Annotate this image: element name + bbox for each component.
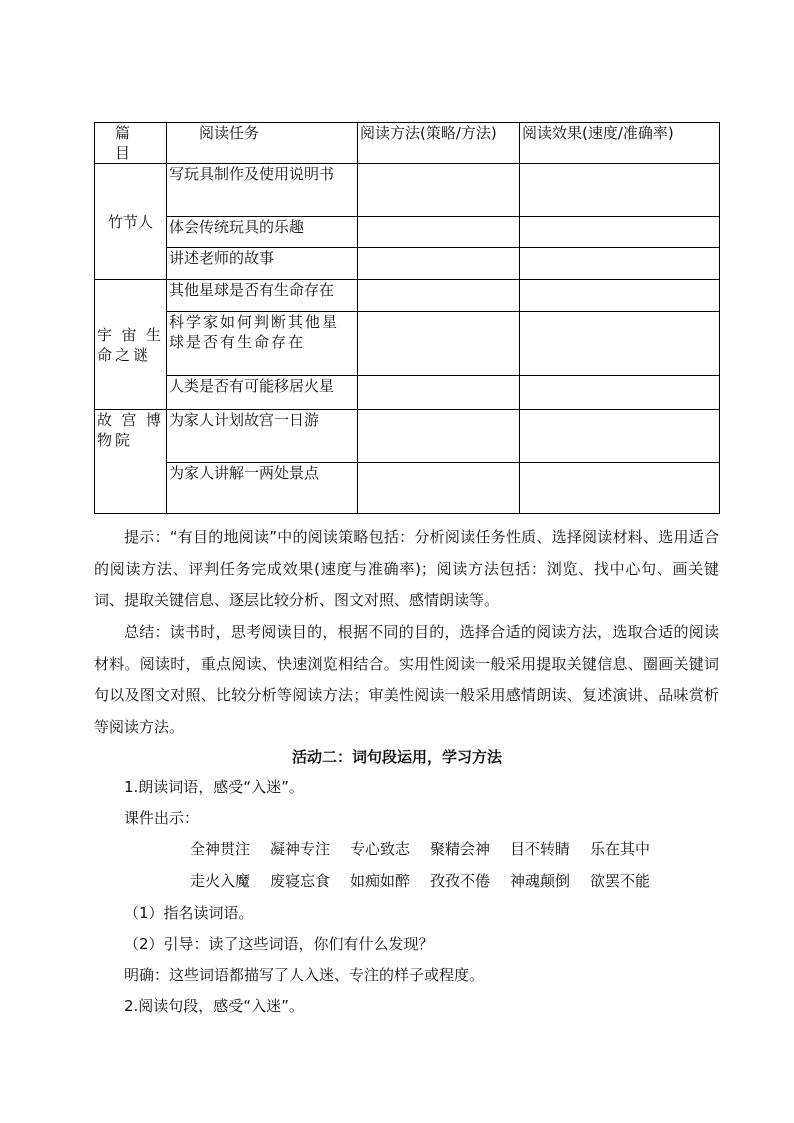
task-cell: 人类是否有可能移居火星	[167, 376, 358, 410]
step-1: （1）指名读词语。	[124, 904, 254, 922]
word-item: 全神贯注	[190, 840, 251, 858]
method-cell	[358, 410, 520, 463]
table-row	[95, 217, 720, 248]
effect-cell	[520, 217, 720, 248]
word-item: 废寝忘食	[270, 872, 331, 890]
header-title: 篇 目	[95, 123, 167, 164]
task-cell: 为家人计划故宫一日游	[167, 410, 358, 463]
activity-heading: 活动二：词句段运用，学习方法	[291, 748, 502, 766]
header-method: 阅读方法(策略/方法)	[358, 123, 520, 164]
method-cell	[358, 312, 520, 376]
item-2: 2.阅读句段，感受“入迷”。	[124, 997, 304, 1015]
word-item: 目不转睛	[510, 840, 571, 858]
effect-cell	[520, 164, 720, 217]
table-row	[95, 280, 720, 312]
method-cell	[358, 164, 520, 217]
step-2: （2）引导：读了这些词语，你们有什么发现？	[124, 935, 434, 953]
task-cell: 其他星球是否有生命存在	[167, 280, 358, 312]
task-cell: 写玩具制作及使用说明书	[167, 164, 358, 217]
table-row	[95, 463, 720, 514]
word-item: 神魂颠倒	[510, 872, 571, 890]
method-cell	[358, 376, 520, 410]
clarify-text: 明确：这些词语都描写了人入迷、专注的样子或程度。	[124, 966, 485, 984]
table-row	[95, 248, 720, 280]
word-list-row-1	[190, 834, 670, 864]
table-row	[95, 164, 720, 217]
group-title: 竹节人	[95, 164, 167, 280]
header-effect: 阅读效果(速度/准确率)	[520, 123, 720, 164]
effect-cell	[520, 312, 720, 376]
effect-cell	[520, 248, 720, 280]
method-cell	[358, 248, 520, 280]
effect-cell	[520, 410, 720, 463]
word-list-row-2	[190, 866, 670, 896]
table-row	[95, 312, 720, 376]
word-item: 如痴如醉	[350, 872, 411, 890]
task-cell: 体会传统玩具的乐趣	[167, 217, 358, 248]
word-item: 孜孜不倦	[430, 872, 491, 890]
task-cell: 讲述老师的故事	[167, 248, 358, 280]
table-row	[95, 376, 720, 410]
word-item: 欲罢不能	[590, 872, 651, 890]
effect-cell	[520, 376, 720, 410]
summary-paragraph: 总结：读书时，思考阅读目的，根据不同的目的，选择合适的阅读方法，选取合适的阅读材料。阅读时，重点阅读、快速浏览相结合。实用性阅读一般采用提取关键信息、圈画关键词句以及图文对照、比较分析等阅读方法；审美性阅读一般采用感情朗读、复述演讲、品味赏析等阅读方法。	[94, 623, 719, 736]
method-cell	[358, 217, 520, 248]
reading-task-table	[94, 122, 720, 514]
group-title: 故宫博物院	[95, 410, 167, 514]
effect-cell	[520, 463, 720, 514]
courseware-label: 课件出示：	[124, 809, 200, 827]
method-cell	[358, 280, 520, 312]
word-item: 聚精会神	[430, 840, 491, 858]
word-item: 乐在其中	[590, 840, 651, 858]
task-cell: 为家人讲解一两处景点	[167, 463, 358, 514]
header-task: 阅读任务	[167, 123, 358, 164]
tip-paragraph: 提示：“有目的地阅读”中的阅读策略包括：分析阅读任务性质、选择阅读材料、选用适合的阅读方法、评判任务完成效果(速度与准确率)；阅读方法包括：浏览、找中心句、画关键词、提取关键信息、逐层比较分析、图文对照、感情朗读等。	[94, 528, 719, 609]
table-header-row	[95, 123, 720, 164]
word-item: 专心致志	[350, 840, 411, 858]
word-item: 走火入魔	[190, 872, 251, 890]
effect-cell	[520, 280, 720, 312]
task-cell: 科学家如何判断其他星球是否有生命存在	[167, 312, 358, 376]
item-1: 1.朗读词语，感受“入迷”。	[124, 778, 304, 796]
group-title: 宇宙生命之谜	[95, 280, 167, 410]
word-item: 凝神专注	[270, 840, 331, 858]
method-cell	[358, 463, 520, 514]
table-row	[95, 410, 720, 463]
